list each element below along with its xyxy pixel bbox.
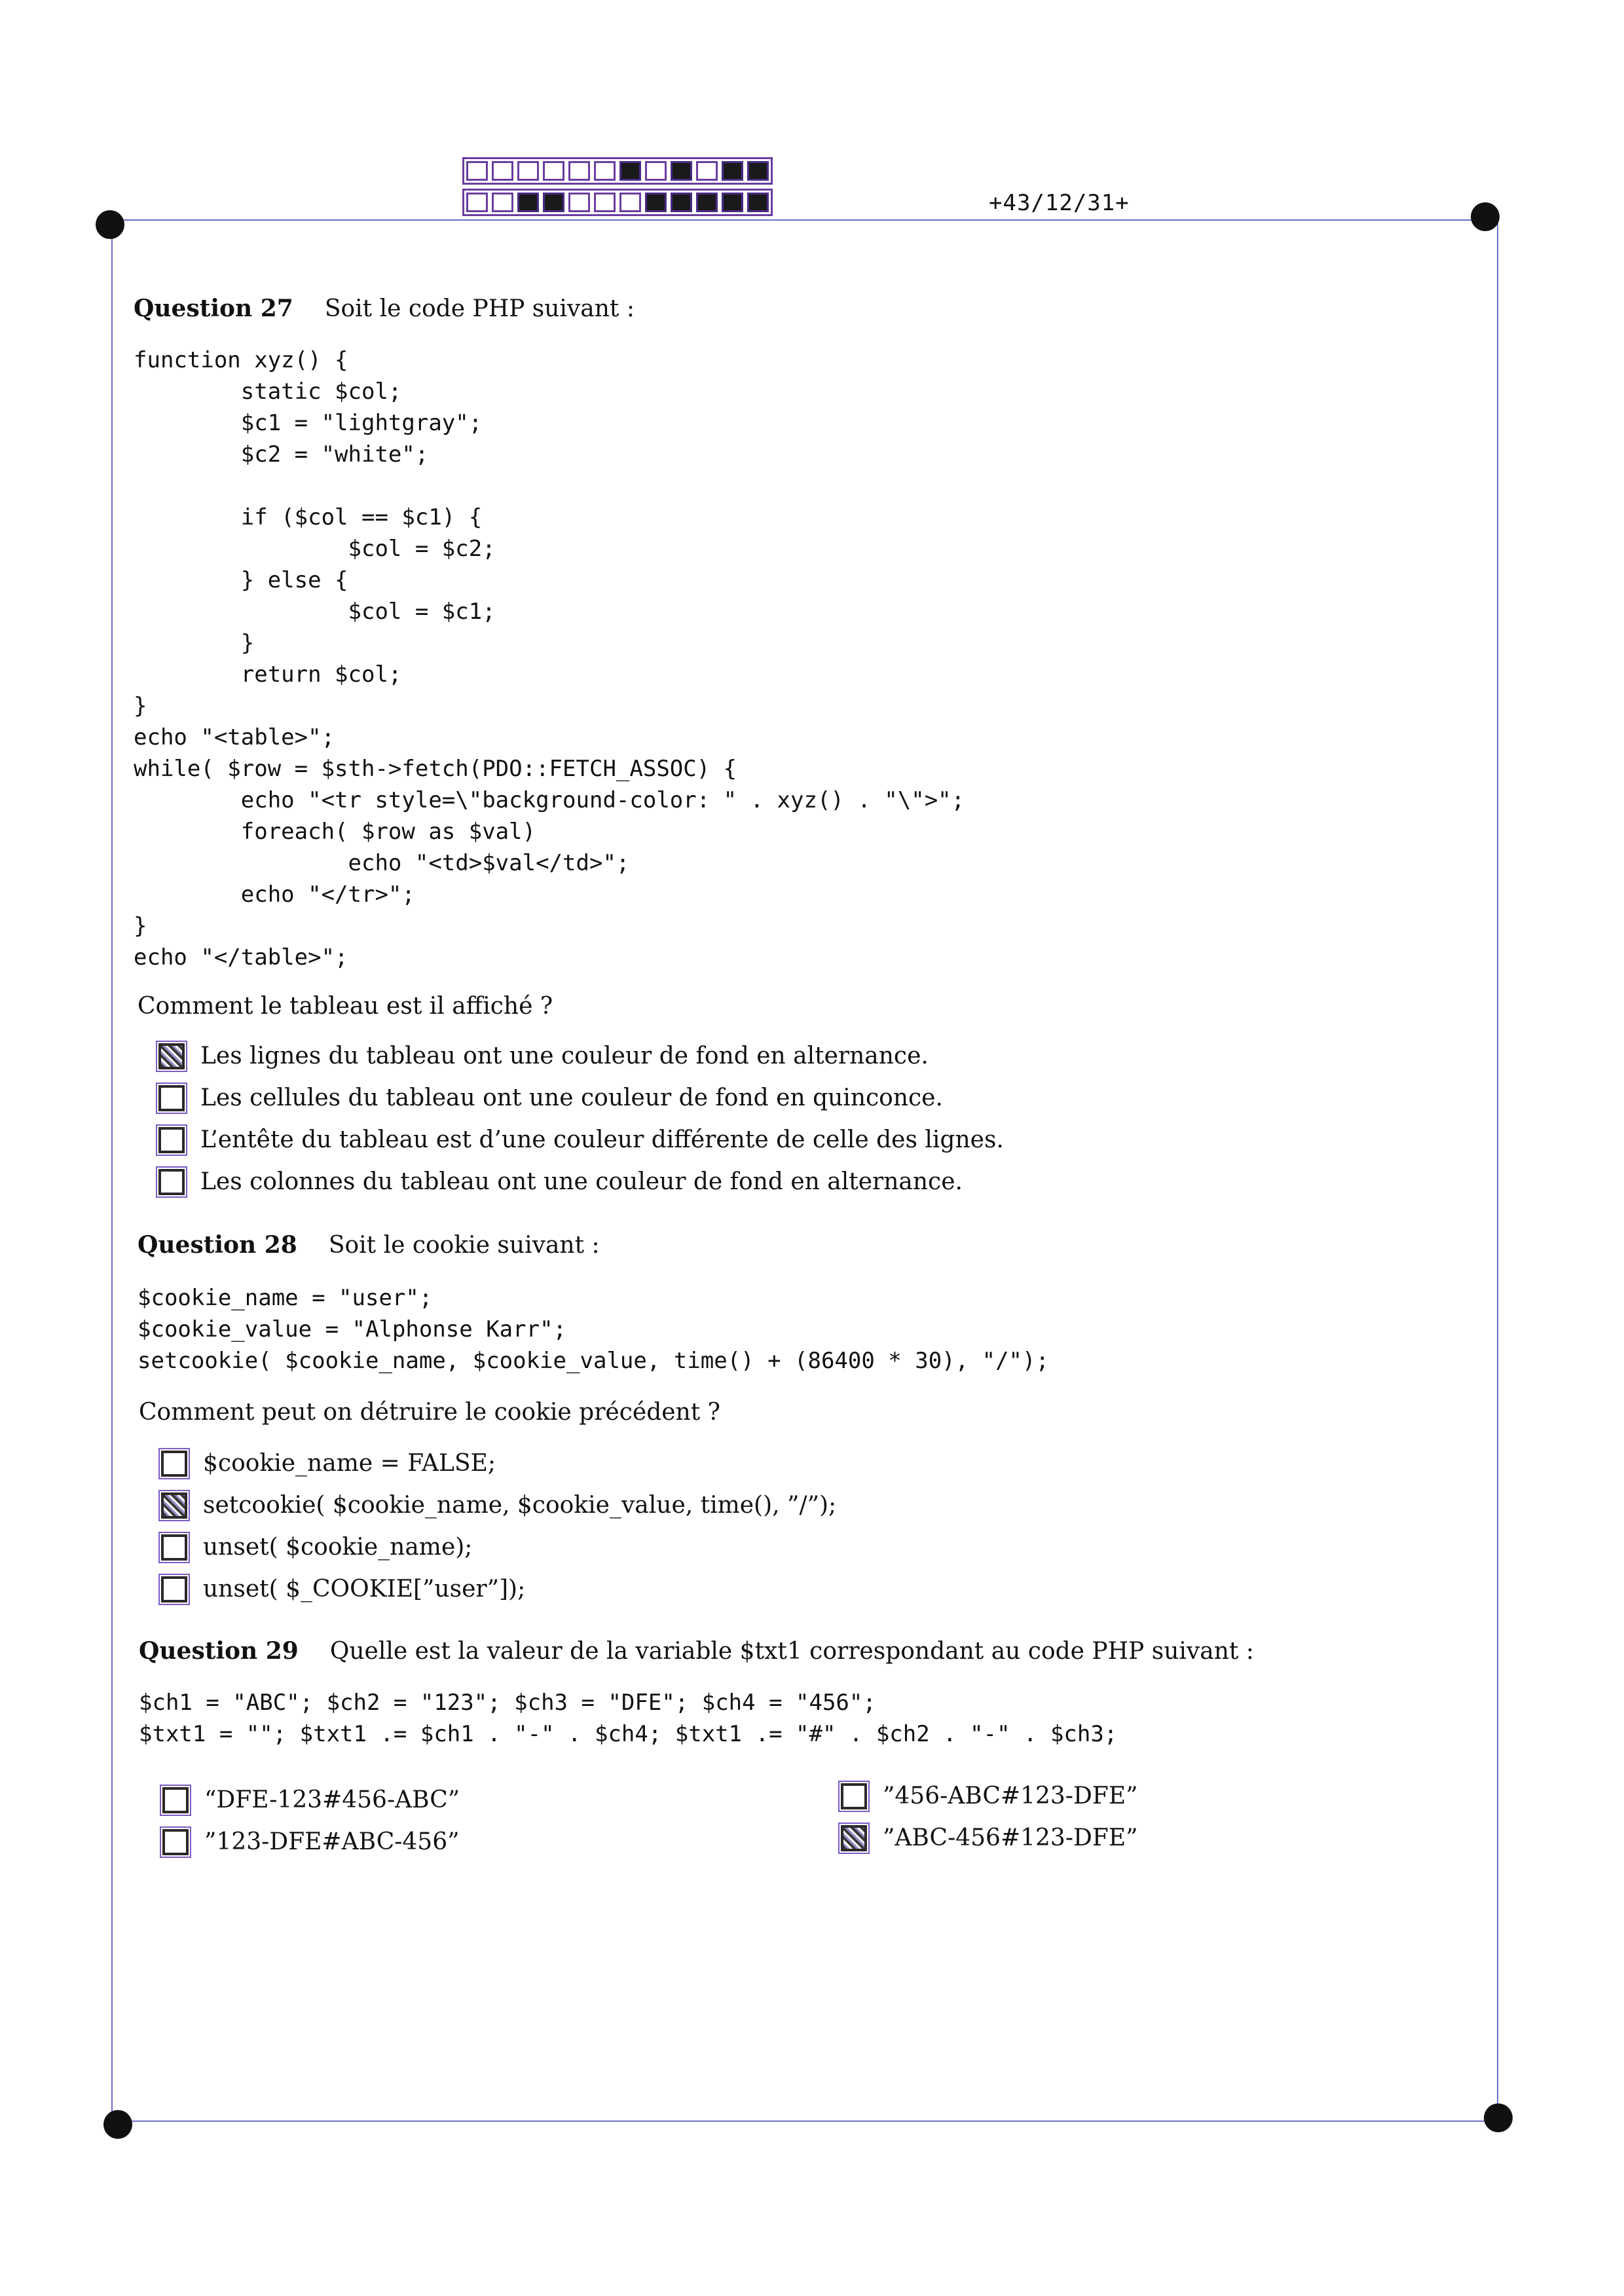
choice-label: ”123-DFE#ABC-456” bbox=[204, 1828, 460, 1855]
answer-checkbox[interactable] bbox=[158, 1085, 185, 1111]
barcode-cell bbox=[543, 161, 564, 181]
barcode-cell bbox=[466, 161, 488, 181]
q28-choice-3[interactable] bbox=[161, 1534, 472, 1561]
answer-checkbox[interactable] bbox=[158, 1043, 185, 1069]
question-27-prompt: Comment le tableau est il affiché ? bbox=[138, 993, 553, 1020]
q29-choice-3[interactable] bbox=[841, 1783, 1138, 1809]
barcode-cell bbox=[543, 193, 564, 212]
question-28-title bbox=[138, 1231, 600, 1259]
barcode-cell bbox=[517, 161, 539, 181]
corner-mark-top-left bbox=[96, 210, 124, 239]
question-number: Question 28 bbox=[138, 1231, 297, 1259]
answer-checkbox[interactable] bbox=[162, 1787, 189, 1813]
q29-choice-2[interactable] bbox=[162, 1828, 460, 1855]
q28-choice-4[interactable] bbox=[161, 1576, 525, 1602]
q27-choice-4[interactable] bbox=[158, 1168, 963, 1195]
corner-mark-bottom-right bbox=[1484, 2103, 1513, 2132]
q29-choice-4[interactable] bbox=[841, 1824, 1138, 1851]
barcode-cell bbox=[466, 193, 488, 212]
barcode-cell bbox=[645, 161, 667, 181]
q28-choice-1[interactable] bbox=[161, 1450, 496, 1477]
corner-mark-bottom-left bbox=[103, 2110, 132, 2139]
answer-checkbox[interactable] bbox=[162, 1829, 189, 1855]
barcode-cell bbox=[696, 161, 718, 181]
question-number: Question 29 bbox=[139, 1637, 299, 1665]
choice-label: L’entête du tableau est d’une couleur différente de celle des lignes. bbox=[200, 1126, 1004, 1153]
answer-checkbox[interactable] bbox=[161, 1492, 187, 1519]
answer-checkbox[interactable] bbox=[161, 1534, 187, 1561]
barcode-cell bbox=[619, 193, 641, 212]
question-number: Question 27 bbox=[134, 295, 293, 322]
choice-label: Les lignes du tableau ont une couleur de fond en alternance. bbox=[200, 1043, 929, 1069]
q28-choice-2[interactable] bbox=[161, 1492, 836, 1519]
barcode-cell bbox=[645, 193, 667, 212]
question-27-code: function xyz() { static $col; $c1 = "lightgray"; $c2 = "white"; if ($col == $c1) { $col = $c2; } else { $col = $c1; } return $col; } echo "<table>"; while( $row = $sth->fetch(PDO::FETCH_ASSOC) { echo "<tr style=\"background-color: " . xyz() . "\">"; foreach( $row as $val) echo "<td>$val</td>"; echo "</tr>"; } echo "</table>"; bbox=[134, 347, 965, 971]
q27-choice-3[interactable] bbox=[158, 1126, 1004, 1153]
q29-choice-1[interactable] bbox=[162, 1787, 460, 1813]
barcode-cell bbox=[492, 193, 513, 212]
barcode-cell bbox=[492, 161, 513, 181]
answer-checkbox[interactable] bbox=[841, 1825, 867, 1851]
question-28-code: $cookie_name = "user"; $cookie_value = "Alphonse Karr"; setcookie( $cookie_name, $cookie_value, time() + (86400 * 30), "/"); bbox=[138, 1285, 1049, 1374]
barcode-cell bbox=[594, 193, 616, 212]
barcode-cell bbox=[722, 193, 743, 212]
choice-label: ”456-ABC#123-DFE” bbox=[883, 1783, 1138, 1809]
barcode-cell bbox=[517, 193, 539, 212]
choice-label: Les colonnes du tableau ont une couleur de fond en alternance. bbox=[200, 1168, 963, 1195]
corner-mark-top-right bbox=[1471, 202, 1500, 231]
barcode-cell bbox=[747, 193, 769, 212]
question-27-title bbox=[134, 295, 635, 322]
barcode-cell bbox=[671, 161, 692, 181]
question-29-code: $ch1 = "ABC"; $ch2 = "123"; $ch3 = "DFE"; $ch4 = "456"; $txt1 = ""; $txt1 .= $ch1 . "-" . $ch4; $txt1 .= "#" . $ch2 . "-" . $ch3; bbox=[139, 1690, 1118, 1747]
question-28-prompt: Comment peut on détruire le cookie précédent ? bbox=[139, 1399, 720, 1426]
question-intro: Soit le cookie suivant : bbox=[328, 1232, 600, 1259]
question-intro: Quelle est la valeur de la variable $txt1 correspondant au code PHP suivant : bbox=[329, 1638, 1254, 1665]
barcode-cell bbox=[747, 161, 769, 181]
barcode-cell bbox=[671, 193, 692, 212]
answer-checkbox[interactable] bbox=[158, 1169, 185, 1195]
barcode-cell bbox=[722, 161, 743, 181]
barcode-cell bbox=[594, 161, 616, 181]
barcode-cell bbox=[619, 161, 641, 181]
answer-checkbox[interactable] bbox=[841, 1783, 867, 1809]
q27-choice-2[interactable] bbox=[158, 1084, 943, 1111]
choice-label: unset( $cookie_name); bbox=[203, 1534, 473, 1561]
barcode-cell bbox=[568, 161, 590, 181]
page-id: +43/12/31+ bbox=[989, 190, 1130, 216]
choice-label: “DFE-123#456-ABC” bbox=[204, 1787, 460, 1813]
q27-choice-1[interactable] bbox=[158, 1043, 929, 1069]
choice-label: ”ABC-456#123-DFE” bbox=[883, 1824, 1138, 1851]
barcode-row-1 bbox=[462, 157, 773, 185]
barcode-cell bbox=[696, 193, 718, 212]
answer-checkbox[interactable] bbox=[161, 1576, 187, 1602]
answer-checkbox[interactable] bbox=[161, 1451, 187, 1477]
choice-label: unset( $_COOKIE[”user”]); bbox=[203, 1576, 526, 1602]
choice-label: setcookie( $cookie_name, $cookie_value, time(), ”/”); bbox=[203, 1492, 837, 1519]
choice-label: Les cellules du tableau ont une couleur de fond en quinconce. bbox=[200, 1084, 943, 1111]
question-29-title bbox=[139, 1637, 1254, 1665]
barcode-cell bbox=[568, 193, 590, 212]
barcode-row-2 bbox=[462, 189, 773, 216]
choice-label: $cookie_name = FALSE; bbox=[203, 1450, 496, 1477]
answer-checkbox[interactable] bbox=[158, 1127, 185, 1153]
question-intro: Soit le code PHP suivant : bbox=[324, 295, 635, 322]
